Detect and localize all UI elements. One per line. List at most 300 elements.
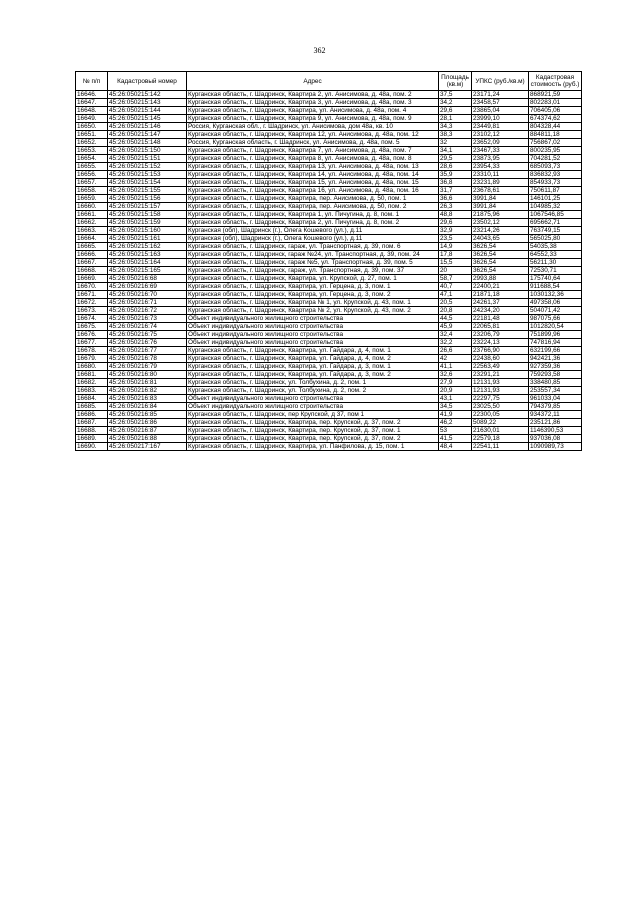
table-row	[76, 211, 582, 219]
table-row	[76, 99, 582, 107]
cell-area: 26,3	[439, 203, 472, 211]
cadastral-table	[75, 71, 582, 451]
cell-address: Объект индивидуального жилищного строительства	[187, 331, 439, 339]
cell-cadastral-number: 45:26:050215:156	[108, 195, 187, 203]
table-row	[76, 147, 582, 155]
cell-cadastral-value: 497358,06	[529, 299, 582, 307]
cell-area: 32,9	[439, 227, 472, 235]
table-row	[76, 379, 582, 387]
cell-address: Курганская область, г. Шадринск, Квартира, пер. Крупской, д. 37, пом. 2	[187, 435, 439, 443]
cell-cadastral-number: 45:26:050216:83	[108, 395, 187, 403]
cell-address: Объект индивидуального жилищного строительства	[187, 339, 439, 347]
cell-address: Объект индивидуального жилищного строительства	[187, 315, 439, 323]
table-row	[76, 339, 582, 347]
table-row	[76, 267, 582, 275]
table-row	[76, 315, 582, 323]
cell-area: 15,5	[439, 259, 472, 267]
cell-cadastral-value: 794379,85	[529, 403, 582, 411]
cell-num: 16667.	[76, 259, 108, 267]
cell-address: Курганская область, г. Шадринск, гараж №5, ул. Транспортная, д. 39, пом. 5	[187, 259, 439, 267]
table-row	[76, 355, 582, 363]
table-row	[76, 435, 582, 443]
cell-upks: 23678,61	[472, 187, 529, 195]
cell-num: 16655.	[76, 163, 108, 171]
cell-upks: 22541,11	[472, 443, 529, 451]
cell-address: Курганская область, г. Шадринск, ул. Толбухина, д. 2, пом. 1	[187, 379, 439, 387]
cell-address: Курганская область, г. Шадринск, Квартира, ул. Гайдара, д. 3, пом. 1	[187, 363, 439, 371]
table-row	[76, 411, 582, 419]
cell-upks: 3626,54	[472, 243, 529, 251]
table-row	[76, 395, 582, 403]
cell-cadastral-number: 45:26:050215:145	[108, 115, 187, 123]
cell-cadastral-value: 706405,06	[529, 107, 582, 115]
table-row	[76, 371, 582, 379]
cell-upks: 23291,21	[472, 371, 529, 379]
cell-area: 58,7	[439, 275, 472, 283]
cell-area: 32	[439, 139, 472, 147]
table-row	[76, 123, 582, 131]
cell-num: 16651.	[76, 131, 108, 139]
cell-upks: 12131,93	[472, 387, 529, 395]
table-row	[76, 235, 582, 243]
table-row	[76, 107, 582, 115]
cell-num: 16672.	[76, 299, 108, 307]
cell-num: 16688.	[76, 427, 108, 435]
cell-num: 16681.	[76, 371, 108, 379]
cell-num: 16663.	[76, 227, 108, 235]
cell-upks: 3991,84	[472, 195, 529, 203]
cell-num: 16659.	[76, 195, 108, 203]
cell-num: 16677.	[76, 339, 108, 347]
cell-address: Курганская область, г. Шадринск, ул. Толбухина, д. 2, пом. 2	[187, 387, 439, 395]
cell-address: Россия, Курганская обл., г. Шадринск, ул. Анисимова, дом 48а, кв. 10	[187, 123, 439, 131]
cell-address: Курганская область, г. Шадринск, Квартира, ул. Гайдара, д. 4, пом. 1	[187, 347, 439, 355]
cell-cadastral-number: 45:26:050215:157	[108, 203, 187, 211]
cell-cadastral-value: 747816,94	[529, 339, 582, 347]
cell-cadastral-number: 45:26:050215:148	[108, 139, 187, 147]
cell-num: 16648.	[76, 107, 108, 115]
cell-cadastral-number: 45:26:050216:82	[108, 387, 187, 395]
cell-num: 16675.	[76, 323, 108, 331]
cell-area: 41,9	[439, 411, 472, 419]
cell-num: 16661.	[76, 211, 108, 219]
cell-area: 32,6	[439, 371, 472, 379]
cell-area: 41,5	[439, 435, 472, 443]
cell-cadastral-value: 504071,42	[529, 307, 582, 315]
cell-area: 35,9	[439, 171, 472, 179]
table-row	[76, 387, 582, 395]
cell-address: Курганская (обл), Шадринск (г.), Олега Кошевого (ул.), д.11	[187, 235, 439, 243]
table-row	[76, 347, 582, 355]
cell-address: Курганская область, г. Шадринск, Квартира 14, ул. Анисимова, д. 48а, пом. 14	[187, 171, 439, 179]
table-body	[76, 91, 582, 451]
cell-area: 34,3	[439, 123, 472, 131]
cell-upks: 21871,18	[472, 291, 529, 299]
cell-num: 16646.	[76, 91, 108, 99]
cell-address: Курганская область, г. Шадринск, Квартира 12, ул. Анисимова, д. 48а, пом. 12	[187, 131, 439, 139]
cell-address: Объект индивидуального жилищного строительства	[187, 323, 439, 331]
cell-cadastral-number: 45:26:050216:84	[108, 403, 187, 411]
cell-cadastral-number: 45:26:050216:74	[108, 323, 187, 331]
cell-upks: 22579,18	[472, 435, 529, 443]
table-row	[76, 163, 582, 171]
cell-cadastral-number: 45:26:050216:87	[108, 427, 187, 435]
cell-address: Курганская область, г. Шадринск, Квартира, ул. Герцена, д. 3, пом. 1	[187, 283, 439, 291]
table-row	[76, 115, 582, 123]
cell-upks: 23954,33	[472, 163, 529, 171]
cell-area: 32,4	[439, 331, 472, 339]
cell-area: 34,2	[439, 99, 472, 107]
cell-area: 26,6	[439, 347, 472, 355]
cell-upks: 23214,26	[472, 227, 529, 235]
cell-address: Курганская область, г. Шадринск, Квартира 15, ул. Анисимова, д. 48а, пом. 15	[187, 179, 439, 187]
cell-cadastral-value: 1090989,73	[529, 443, 582, 451]
cell-address: Курганская область, г. Шадринск, Квартира № 1, ул. Крупской, д. 43, пом. 1	[187, 299, 439, 307]
cell-num: 16680.	[76, 363, 108, 371]
cell-num: 16658.	[76, 187, 108, 195]
table-row	[76, 131, 582, 139]
cell-address: Курганская область, г. Шадринск, Квартира 7, ул. Анисимова, д. 48а, пом. 7	[187, 147, 439, 155]
cell-upks: 21630,01	[472, 427, 529, 435]
cell-num: 16690.	[76, 443, 108, 451]
cell-upks: 3626,54	[472, 267, 529, 275]
cell-cadastral-value: 927359,36	[529, 363, 582, 371]
cell-num: 16656.	[76, 171, 108, 179]
cell-upks: 22065,81	[472, 323, 529, 331]
cell-address: Курганская область, г. Шадринск, Квартира 9, ул. Анисимова, д. 48а, пом. 9	[187, 115, 439, 123]
cell-address: Курганская область, г. Шадринск, Квартира, ул. Крупской, д. 27, пом. 1	[187, 275, 439, 283]
cell-cadastral-value: 253557,34	[529, 387, 582, 395]
cell-area: 27,9	[439, 379, 472, 387]
table-row	[76, 291, 582, 299]
cell-cadastral-number: 45:26:050215:153	[108, 171, 187, 179]
cell-area: 45,9	[439, 323, 472, 331]
cell-upks: 23449,81	[472, 123, 529, 131]
cell-cadastral-number: 45:26:050217:167	[108, 443, 187, 451]
cell-cadastral-value: 759293,58	[529, 371, 582, 379]
cell-cadastral-number: 45:26:050216:78	[108, 355, 187, 363]
cell-upks: 23224,13	[472, 339, 529, 347]
cell-cadastral-value: 987075,66	[529, 315, 582, 323]
cell-cadastral-value: 942421,36	[529, 355, 582, 363]
cell-cadastral-number: 45:26:050216:70	[108, 291, 187, 299]
cell-cadastral-number: 45:26:050216:69	[108, 283, 187, 291]
cell-area: 41,1	[439, 363, 472, 371]
cell-cadastral-number: 45:26:050215:165	[108, 267, 187, 275]
cell-address: Курганская область, г. Шадринск, Квартира № 2, ул. Крупской, д. 43, пом. 2	[187, 307, 439, 315]
cell-address: Курганская область, г. Шадринск, Квартира, ул. Панфилова, д. 15, пом. 1	[187, 443, 439, 451]
cell-num: 16664.	[76, 235, 108, 243]
cell-num: 16649.	[76, 115, 108, 123]
cell-num: 16650.	[76, 123, 108, 131]
cell-cadastral-number: 45:26:050215:160	[108, 227, 187, 235]
table-row	[76, 171, 582, 179]
cell-address: Курганская область, г. Шадринск, Квартира, пер. Анисимова, д. 50, пом. 2	[187, 203, 439, 211]
cell-upks: 23206,79	[472, 331, 529, 339]
cell-area: 20,5	[439, 299, 472, 307]
cell-num: 16660.	[76, 203, 108, 211]
cell-area: 47,1	[439, 291, 472, 299]
cell-area: 28,6	[439, 163, 472, 171]
table-row	[76, 331, 582, 339]
cell-upks: 24261,37	[472, 299, 529, 307]
cell-num: 16683.	[76, 387, 108, 395]
cell-upks: 22297,75	[472, 395, 529, 403]
header-cadastral-value: Кадастровая стоимость (руб.)	[529, 72, 582, 91]
header-address: Адрес	[187, 72, 439, 91]
cell-upks: 2993,88	[472, 275, 529, 283]
cell-cadastral-value: 1030132,36	[529, 291, 582, 299]
cell-address: Объект индивидуального жилищного строительства	[187, 395, 439, 403]
cell-num: 16686.	[76, 411, 108, 419]
cell-upks: 23999,10	[472, 115, 529, 123]
cell-upks: 23652,09	[472, 139, 529, 147]
cell-cadastral-number: 45:26:050215:162	[108, 243, 187, 251]
cell-cadastral-value: 804328,44	[529, 123, 582, 131]
cell-cadastral-value: 104985,32	[529, 203, 582, 211]
cell-num: 16670.	[76, 283, 108, 291]
cell-area: 44,5	[439, 315, 472, 323]
table-row	[76, 155, 582, 163]
cell-area: 34,1	[439, 147, 472, 155]
cell-num: 16653.	[76, 147, 108, 155]
cell-cadastral-value: 961033,04	[529, 395, 582, 403]
cell-cadastral-number: 45:26:050215:152	[108, 163, 187, 171]
cell-address: Курганская область, г. Шадринск, Квартира 16, ул. Анисимова, д. 48а, пом. 16	[187, 187, 439, 195]
header-area: Площадь (кв.м)	[439, 72, 472, 91]
cell-address: Объект индивидуального жилищного строительства	[187, 403, 439, 411]
cell-num: 16668.	[76, 267, 108, 275]
cell-cadastral-value: 937036,08	[529, 435, 582, 443]
cell-area: 37,5	[439, 91, 472, 99]
cell-cadastral-value: 1146390,53	[529, 427, 582, 435]
cell-cadastral-number: 45:26:050215:161	[108, 235, 187, 243]
cell-cadastral-number: 45:26:050216:68	[108, 275, 187, 283]
table-row	[76, 91, 582, 99]
cell-num: 16662.	[76, 219, 108, 227]
cell-address: Курганская область, г. Шадринск, Квартира 13, ул. Анисимова, д. 48а, пом. 13	[187, 163, 439, 171]
cell-cadastral-number: 45:26:050216:80	[108, 371, 187, 379]
cell-cadastral-number: 45:26:050215:150	[108, 147, 187, 155]
table-row	[76, 219, 582, 227]
cell-cadastral-number: 45:26:050216:76	[108, 339, 187, 347]
cell-num: 16684.	[76, 395, 108, 403]
cell-num: 16669.	[76, 275, 108, 283]
table-row	[76, 139, 582, 147]
cell-cadastral-value: 750611,87	[529, 187, 582, 195]
table-row	[76, 299, 582, 307]
cell-address: Курганская область, г. Шадринск, Квартира, пер. Крупской, д. 37, пом. 2	[187, 419, 439, 427]
table-row	[76, 227, 582, 235]
cell-cadastral-number: 45:26:050215:158	[108, 211, 187, 219]
header-cadastral-number: Кадастровый номер	[108, 72, 187, 91]
table-row	[76, 179, 582, 187]
cell-cadastral-number: 45:26:050216:81	[108, 379, 187, 387]
cell-cadastral-value: 338480,85	[529, 379, 582, 387]
cell-cadastral-value: 854933,73	[529, 179, 582, 187]
table-row	[76, 427, 582, 435]
cell-num: 16671.	[76, 291, 108, 299]
cell-cadastral-number: 45:26:050216:73	[108, 315, 187, 323]
cell-upks: 3626,54	[472, 259, 529, 267]
cell-cadastral-number: 45:26:050216:75	[108, 331, 187, 339]
cell-upks: 22400,21	[472, 283, 529, 291]
cell-area: 38,3	[439, 131, 472, 139]
cell-address: Курганская область, г. Шадринск, пер Крупской, д 37, пом 1	[187, 411, 439, 419]
table-row	[76, 243, 582, 251]
cell-area: 32,2	[439, 339, 472, 347]
cell-upks: 22438,60	[472, 355, 529, 363]
cell-num: 16666.	[76, 251, 108, 259]
cell-cadastral-number: 45:26:050215:146	[108, 123, 187, 131]
cell-address: Курганская область, г. Шадринск, гараж №24, ул. Транспортная, д. 39, пом. 24	[187, 251, 439, 259]
cell-cadastral-value: 146101,25	[529, 195, 582, 203]
table-row	[76, 363, 582, 371]
cell-cadastral-value: 802283,01	[529, 99, 582, 107]
header-upks: УПКС (руб./кв.м)	[472, 72, 529, 91]
cell-cadastral-value: 674374,62	[529, 115, 582, 123]
cell-address: Курганская область, г. Шадринск, гараж, ул. Транспортная, д. 39, пом. 6	[187, 243, 439, 251]
cell-num: 16654.	[76, 155, 108, 163]
cell-num: 16673.	[76, 307, 108, 315]
cell-num: 16679.	[76, 355, 108, 363]
cell-area: 43,1	[439, 395, 472, 403]
cell-cadastral-number: 45:26:050216:86	[108, 419, 187, 427]
cell-area: 36,6	[439, 195, 472, 203]
cell-area: 46,2	[439, 419, 472, 427]
cell-upks: 12131,93	[472, 379, 529, 387]
cell-upks: 23310,11	[472, 171, 529, 179]
table-row	[76, 283, 582, 291]
cell-num: 16687.	[76, 419, 108, 427]
cell-upks: 23025,50	[472, 403, 529, 411]
cell-cadastral-value: 695662,71	[529, 219, 582, 227]
cell-cadastral-value: 704281,52	[529, 155, 582, 163]
cell-address: Курганская область, г. Шадринск, Квартира 3, ул. Анисимова, д. 48а, пом. 3	[187, 99, 439, 107]
table-row	[76, 259, 582, 267]
cell-cadastral-value: 565025,80	[529, 235, 582, 243]
cell-cadastral-number: 45:26:050215:154	[108, 179, 187, 187]
cell-area: 14,9	[439, 243, 472, 251]
table-row	[76, 187, 582, 195]
cell-cadastral-number: 45:26:050215:155	[108, 187, 187, 195]
cell-upks: 21875,96	[472, 211, 529, 219]
cell-upks: 23458,57	[472, 99, 529, 107]
cell-cadastral-value: 72530,71	[529, 267, 582, 275]
cell-area: 28,1	[439, 115, 472, 123]
table-row	[76, 251, 582, 259]
cell-upks: 22563,49	[472, 363, 529, 371]
cell-num: 16674.	[76, 315, 108, 323]
cell-area: 17,8	[439, 251, 472, 259]
table-row	[76, 443, 582, 451]
cell-num: 16652.	[76, 139, 108, 147]
cell-cadastral-number: 45:26:050216:72	[108, 307, 187, 315]
cell-upks: 24234,20	[472, 307, 529, 315]
cell-num: 16685.	[76, 403, 108, 411]
cell-address: Курганская область, г. Шадринск, Квартира 2, ул. Анисимова, д. 48а, пом. 2	[187, 91, 439, 99]
cell-cadastral-value: 54035,38	[529, 243, 582, 251]
cell-address: Курганская область, г. Шадринск, гараж, ул. Транспортная, д. 39, пом. 37	[187, 267, 439, 275]
cell-area: 29,6	[439, 107, 472, 115]
cell-num: 16657.	[76, 179, 108, 187]
cell-area: 40,7	[439, 283, 472, 291]
cell-num: 16647.	[76, 99, 108, 107]
table-row	[76, 403, 582, 411]
cell-upks: 23102,12	[472, 131, 529, 139]
cell-upks: 23502,12	[472, 219, 529, 227]
cell-cadastral-number: 45:26:050216:85	[108, 411, 187, 419]
cell-cadastral-value: 756867,02	[529, 139, 582, 147]
cell-upks: 5089,22	[472, 419, 529, 427]
cell-cadastral-number: 45:26:050215:144	[108, 107, 187, 115]
header-num: № п/п	[76, 72, 108, 91]
cell-cadastral-value: 836832,93	[529, 171, 582, 179]
cell-address: Россия, Курганская область, г. Шадринск, ул. Анисимова, д. 48а, пом. 5	[187, 139, 439, 147]
cell-cadastral-value: 685093,73	[529, 163, 582, 171]
cell-cadastral-value: 175740,64	[529, 275, 582, 283]
cell-num: 16665.	[76, 243, 108, 251]
cell-area: 48,4	[439, 443, 472, 451]
cell-cadastral-number: 45:26:050216:88	[108, 435, 187, 443]
cell-cadastral-number: 45:26:050215:142	[108, 91, 187, 99]
table-row	[76, 195, 582, 203]
cell-address: Курганская область, г. Шадринск, Квартира 8, ул. Анисимова, д. 48а, пом. 8	[187, 155, 439, 163]
table-row	[76, 419, 582, 427]
cell-area: 29,5	[439, 155, 472, 163]
cell-cadastral-value: 1012820,54	[529, 323, 582, 331]
cell-cadastral-number: 45:26:050216:79	[108, 363, 187, 371]
table-header-row	[76, 72, 582, 91]
cell-num: 16689.	[76, 435, 108, 443]
cell-upks: 23231,89	[472, 179, 529, 187]
cell-num: 16678.	[76, 347, 108, 355]
cell-cadastral-value: 235121,86	[529, 419, 582, 427]
cell-area: 34,5	[439, 403, 472, 411]
cell-area: 20	[439, 267, 472, 275]
cell-cadastral-number: 45:26:050216:71	[108, 299, 187, 307]
cell-address: Курганская область, г. Шадринск, Квартира, ул. Гайдара, д. 4, пом. 2	[187, 355, 439, 363]
cell-address: Курганская область, г. Шадринск, Квартира 1, ул. Пичугина, д. 8, пом. 1	[187, 211, 439, 219]
cell-cadastral-number: 45:26:050216:77	[108, 347, 187, 355]
cell-address: Курганская область, г. Шадринск, Квартира, пер. Крупской, д. 37, пом. 1	[187, 427, 439, 435]
cell-cadastral-number: 45:26:050215:143	[108, 99, 187, 107]
cell-cadastral-value: 884811,18	[529, 131, 582, 139]
cell-num: 16676.	[76, 331, 108, 339]
cell-area: 20,9	[439, 387, 472, 395]
cell-cadastral-value: 868921,59	[529, 91, 582, 99]
cell-cadastral-value: 56211,30	[529, 259, 582, 267]
cell-address: Курганская область, г. Шадринск, Квартира 2, ул. Пичугина, д. 8, пом. 2	[187, 219, 439, 227]
cell-cadastral-value: 911688,54	[529, 283, 582, 291]
cell-upks: 3991,84	[472, 203, 529, 211]
table-row	[76, 307, 582, 315]
cell-upks: 23865,04	[472, 107, 529, 115]
cell-upks: 22300,05	[472, 411, 529, 419]
cell-cadastral-value: 763749,15	[529, 227, 582, 235]
cell-upks: 23766,90	[472, 347, 529, 355]
cell-cadastral-value: 1067546,85	[529, 211, 582, 219]
cell-cadastral-number: 45:26:050215:151	[108, 155, 187, 163]
cell-address: Курганская область, г. Шадринск, Квартира, ул. Гайдара, д. 3, пом. 2	[187, 371, 439, 379]
cell-cadastral-number: 45:26:050215:163	[108, 251, 187, 259]
table-row	[76, 323, 582, 331]
cell-area: 48,8	[439, 211, 472, 219]
cell-upks: 24043,65	[472, 235, 529, 243]
cell-upks: 22181,48	[472, 315, 529, 323]
cell-upks: 23467,33	[472, 147, 529, 155]
cell-area: 29,6	[439, 219, 472, 227]
